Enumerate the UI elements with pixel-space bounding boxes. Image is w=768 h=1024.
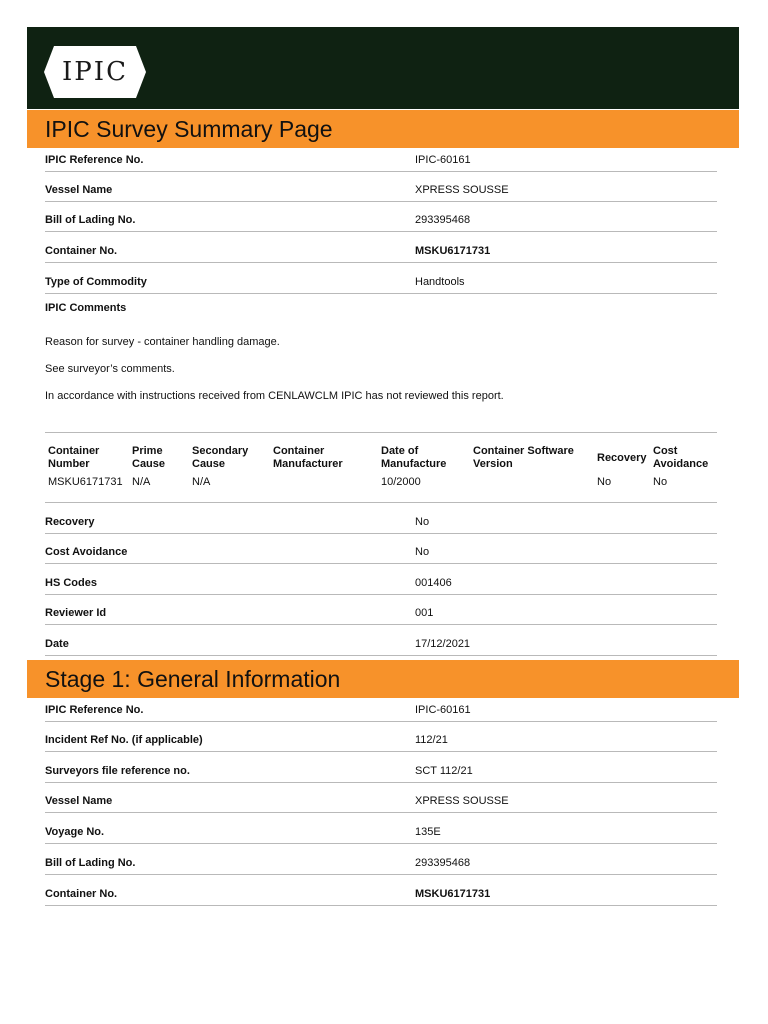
field-label: Bill of Lading No. <box>45 857 136 869</box>
table-header-recovery <box>597 452 647 465</box>
stage1-row-bill-of-lading <box>45 843 717 875</box>
table-cell-date-of-manufacture: 10/2000 <box>381 476 421 488</box>
field-value: XPRESS SOUSSE <box>415 795 509 807</box>
field-value: Handtools <box>415 276 465 288</box>
comment-line: In accordance with instructions received from CENLAWCLM IPIC has not reviewed this report. <box>45 390 504 402</box>
header-line: Date of <box>381 445 419 457</box>
field-value: 001 <box>415 607 434 619</box>
header-line: Cost <box>653 445 678 457</box>
comments-heading: IPIC Comments <box>45 302 127 314</box>
field-value: SCT 112/21 <box>415 765 473 777</box>
table-cell-recovery: No <box>597 476 612 488</box>
stage1-title-banner <box>27 660 739 698</box>
header-line: Prime <box>132 445 163 457</box>
header-line: Cause <box>192 458 226 470</box>
table-header-date-of-manufacture <box>381 445 446 471</box>
summary-row-bill-of-lading <box>45 201 717 232</box>
field-value: IPIC-60161 <box>415 154 471 166</box>
field-label: HS Codes <box>45 577 97 589</box>
field-label: Date <box>45 638 69 650</box>
summary-row-date <box>45 624 717 656</box>
table-header-container-number <box>48 445 99 471</box>
comment-line: Reason for survey - container handling damage. <box>45 336 280 348</box>
field-value: No <box>415 516 430 528</box>
field-label: Voyage No. <box>45 826 105 838</box>
stage1-row-surveyor-file-ref <box>45 751 717 783</box>
table-cell-secondary-cause: N/A <box>192 476 211 488</box>
table-cell-prime-cause: N/A <box>132 476 151 488</box>
field-label: Vessel Name <box>45 184 113 196</box>
field-label: Surveyors file reference no. <box>45 765 190 777</box>
logo-text: IPIC <box>62 57 128 87</box>
field-label: Vessel Name <box>45 795 113 807</box>
field-value: 112/21 <box>415 734 448 746</box>
table-header-cost-avoidance <box>653 445 708 471</box>
summary-row-reviewer-id <box>45 594 717 625</box>
header-line: Manufacturer <box>273 458 343 470</box>
field-value: 135E <box>415 826 441 838</box>
ipic-logo <box>44 46 146 98</box>
summary-row-hs-codes <box>45 563 717 595</box>
header-line: Recovery <box>597 452 647 464</box>
summary-title: IPIC Survey Summary Page <box>45 116 333 142</box>
header-line: Container <box>48 445 100 457</box>
field-label: Incident Ref No. (if applicable) <box>45 734 203 746</box>
field-value: 17/12/2021 <box>415 638 471 650</box>
table-cell-cost-avoidance: No <box>653 476 668 488</box>
field-value: 001406 <box>415 577 452 589</box>
header-line: Number <box>48 458 90 470</box>
comment-line: See surveyor’s comments. <box>45 363 175 375</box>
summary-row-commodity <box>45 262 717 294</box>
summary-title-banner <box>27 110 739 148</box>
header-bar <box>27 27 739 109</box>
header-line: Container <box>273 445 325 457</box>
field-label: Container No. <box>45 888 118 900</box>
stage1-row-ipic-ref <box>45 698 717 722</box>
field-label: Recovery <box>45 516 95 528</box>
table-header-secondary-cause <box>192 445 248 471</box>
summary-row-recovery <box>45 502 717 534</box>
header-line: Version <box>473 458 513 470</box>
table-header-software-version <box>473 445 574 471</box>
field-value: 293395468 <box>415 214 471 226</box>
field-value: 293395468 <box>415 857 471 869</box>
header-line: Avoidance <box>653 458 709 470</box>
field-value: MSKU6171731 <box>415 888 491 900</box>
table-header-prime-cause <box>132 445 165 471</box>
header-line: Manufacture <box>381 458 447 470</box>
stage1-row-incident-ref <box>45 721 717 752</box>
field-value: IPIC-60161 <box>415 704 471 716</box>
field-value: No <box>415 546 430 558</box>
field-label: Type of Commodity <box>45 276 147 288</box>
table-cell-container-number: MSKU6171731 <box>48 476 123 488</box>
summary-row-vessel-name <box>45 171 717 202</box>
header-line: Cause <box>132 458 166 470</box>
container-table <box>45 432 717 503</box>
field-label: Reviewer Id <box>45 607 107 619</box>
field-label: Container No. <box>45 245 118 257</box>
stage1-row-vessel-name <box>45 782 717 813</box>
header-line: Secondary <box>192 445 249 457</box>
field-value: XPRESS SOUSSE <box>415 184 509 196</box>
table-header-container-manufacturer <box>273 445 343 471</box>
field-label: IPIC Reference No. <box>45 154 144 166</box>
field-value: MSKU6171731 <box>415 245 491 257</box>
summary-row-ipic-ref <box>45 148 717 172</box>
summary-row-container-no <box>45 231 717 263</box>
field-label: IPIC Reference No. <box>45 704 144 716</box>
header-line: Container Software <box>473 445 574 457</box>
stage1-row-voyage-no <box>45 812 717 844</box>
summary-row-cost-avoidance <box>45 533 717 564</box>
stage1-title: Stage 1: General Information <box>45 666 341 692</box>
field-label: Bill of Lading No. <box>45 214 136 226</box>
stage1-row-container-no <box>45 874 717 906</box>
field-label: Cost Avoidance <box>45 546 128 558</box>
